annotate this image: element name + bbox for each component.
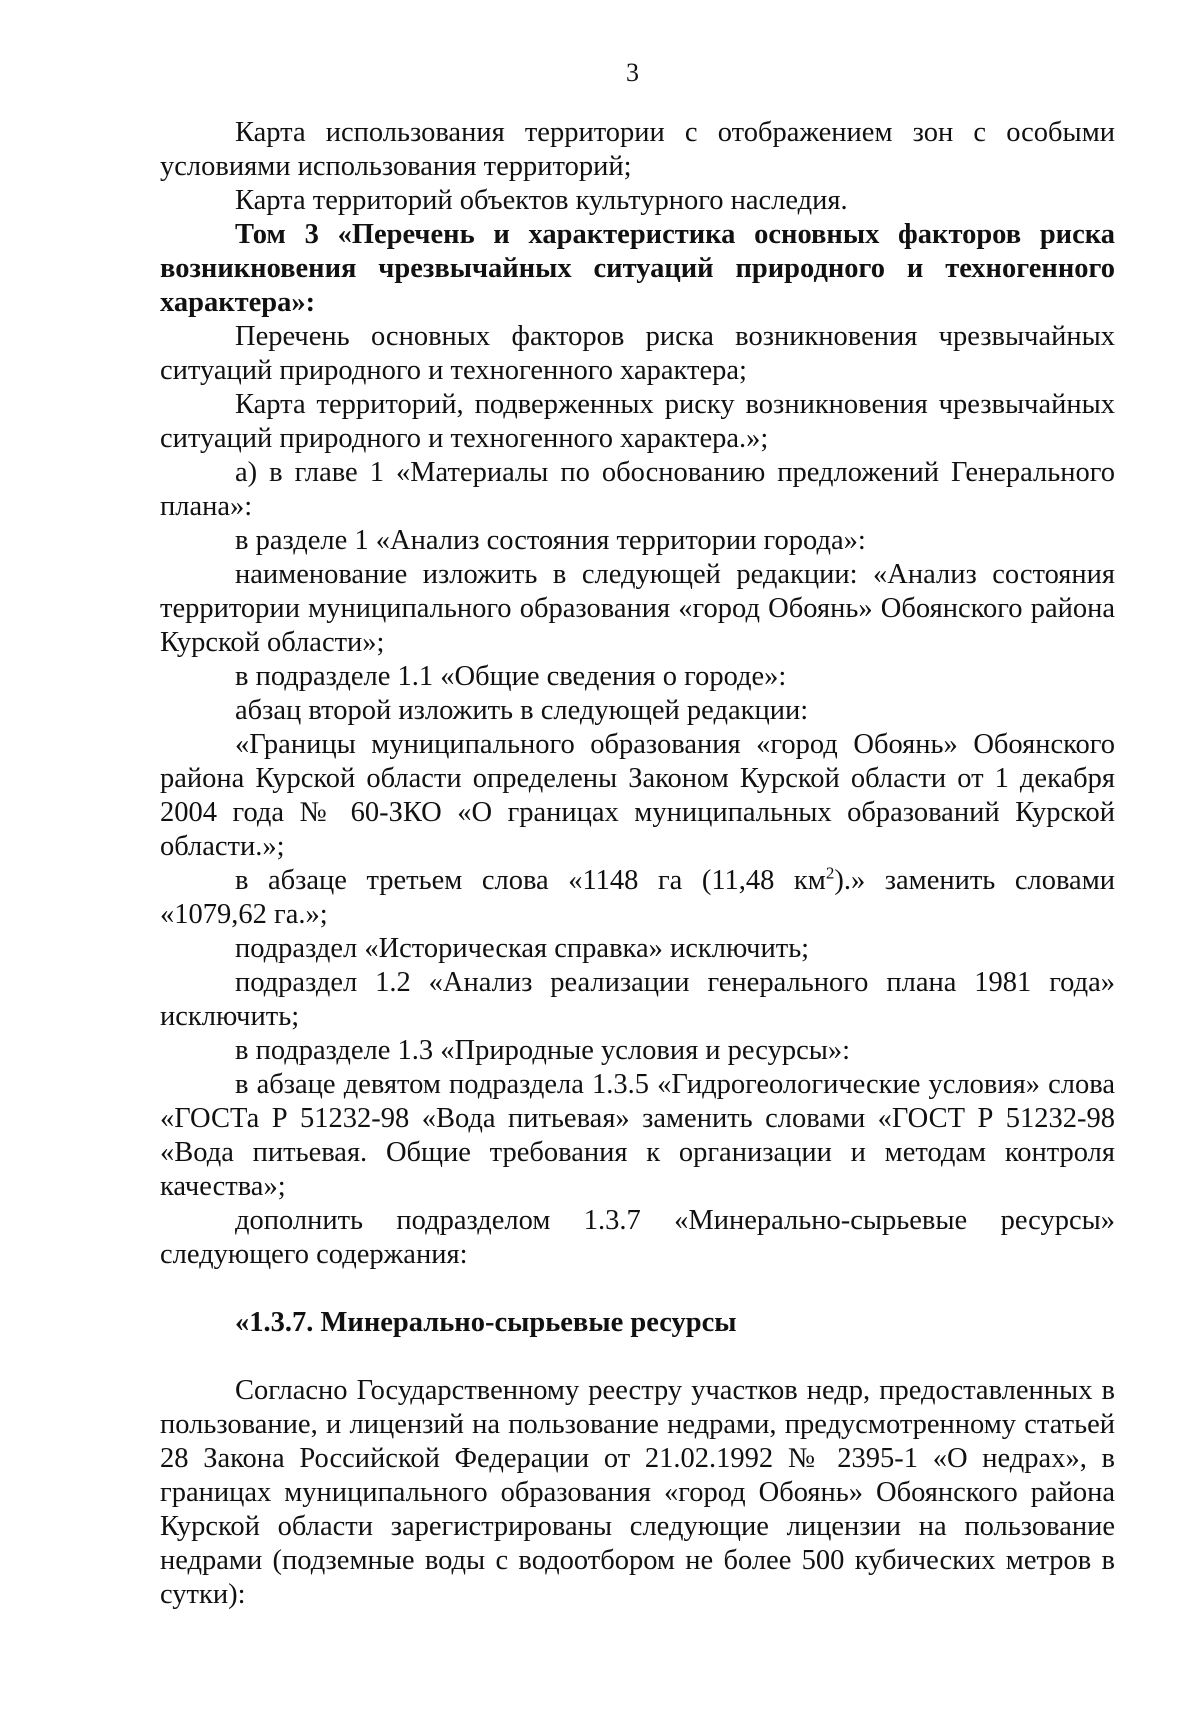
document-body — [160, 116, 1115, 1612]
paragraph-text-after: ).» заменить словами «1079,62 га.»; — [160, 865, 1115, 930]
paragraph: дополнить подразделом 1.3.7 «Минерально-сырьевые ресурсы» следующего содержания: — [160, 1205, 1115, 1270]
paragraph: в подразделе 1.3 «Природные условия и ресурсы»: — [235, 1035, 851, 1066]
paragraph — [160, 864, 1115, 932]
paragraph: подраздел «Историческая справка» исключить; — [235, 933, 810, 964]
paragraph: подраздел 1.2 «Анализ реализации генерального плана 1981 года» исключить; — [160, 967, 1115, 1032]
paragraph: в абзаце девятом подраздела 1.3.5 «Гидрогеологические условия» слова «ГОСТа Р 51232-98 «Вода питьевая» заменить словами «ГОСТ Р 51232-98 «Вода питьевая. Общие требования к организации и методам контроля качества»; — [160, 1069, 1115, 1202]
paragraph: наименование изложить в следующей редакции: «Анализ состояния территории муниципального образования «город Обоянь» Обоянского района Курской области»; — [160, 559, 1115, 658]
superscript: 2 — [825, 863, 835, 883]
paragraph: «Границы муниципального образования «город Обоянь» Обоянского района Курской области определены Законом Курской области от 1 декабря 2004 года № 60-ЗКО «О границах муниципальных образований Курской области.»; — [160, 729, 1115, 862]
volume-title: Том 3 «Перечень и характеристика основных факторов риска возникновения чрезвычайных ситуаций природного и техногенного характера»: — [160, 219, 1115, 318]
paragraph: в подразделе 1.1 «Общие сведения о городе»: — [235, 661, 787, 692]
paragraph: Согласно Государственному реестру участков недр, предоставленных в пользование, и лицензий на пользование недрами, предусмотренному статьей 28 Закона Российской Федерации от 21.02.1992 № 2395-1 «О недрах», в границах муниципального образования «город Обоянь» Обоянского района Курской области зарегистрированы следующие лицензии на пользование недрами (подземные воды с водоотбором не более 500 кубических метров в сутки): — [160, 1375, 1115, 1610]
paragraph: Карта территорий объектов культурного наследия. — [235, 185, 848, 216]
paragraph: абзац второй изложить в следующей редакции: — [235, 695, 809, 726]
section-heading: «1.3.7. Минерально-сырьевые ресурсы — [235, 1307, 737, 1338]
paragraph: Карта использования территории с отображением зон с особыми условиями использования территорий; — [160, 117, 1115, 182]
paragraph: Перечень основных факторов риска возникновения чрезвычайных ситуаций природного и техногенного характера; — [160, 321, 1115, 386]
paragraph: Карта территорий, подверженных риску возникновения чрезвычайных ситуаций природного и техногенного характера.»; — [160, 389, 1115, 454]
paragraph: а) в главе 1 «Материалы по обоснованию предложений Генерального плана»: — [160, 457, 1115, 522]
paragraph-text-before: в абзаце третьем слова «1148 га (11,48 км — [235, 865, 826, 896]
page-number: 3 — [626, 58, 639, 87]
paragraph: в разделе 1 «Анализ состояния территории города»: — [235, 525, 866, 556]
